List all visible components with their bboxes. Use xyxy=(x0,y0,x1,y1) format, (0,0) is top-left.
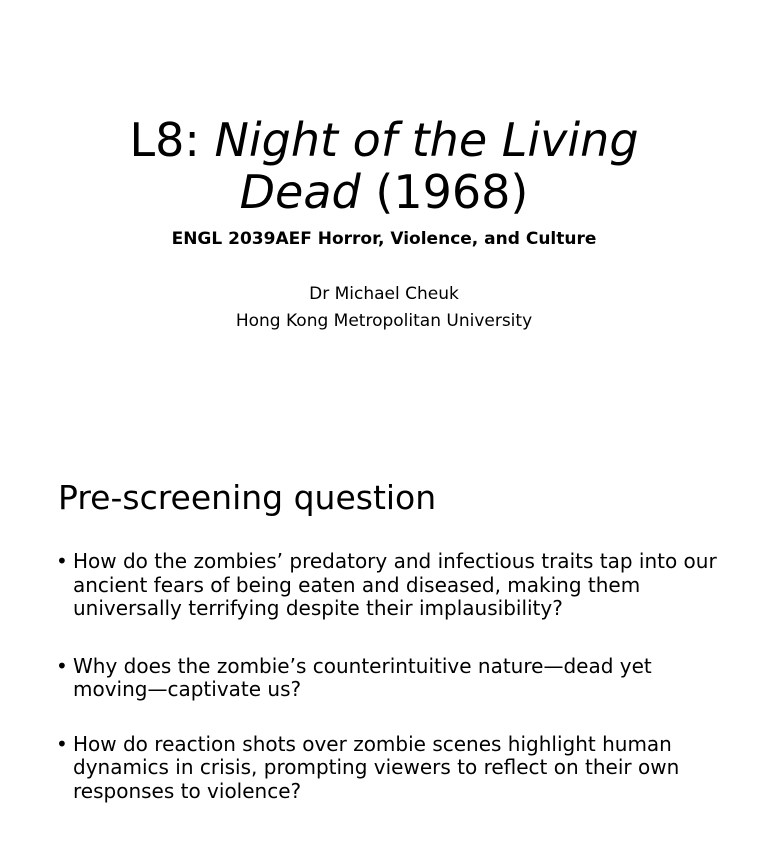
bullet-icon: • xyxy=(56,549,68,573)
question-text: How do reaction shots over zombie scenes highlight human dynamics in crisis, prompting viewers to reflect on their own responses to violence? xyxy=(73,731,680,803)
title-slide xyxy=(0,0,768,432)
question-text: Why does the zombie’s counterintuitive nature—dead yet moving—captivate us? xyxy=(73,653,652,701)
lecture-number: L8: xyxy=(129,113,215,167)
question-slide xyxy=(0,434,768,866)
author-affiliation: Hong Kong Metropolitan University xyxy=(235,311,533,331)
slide-heading: Pre-screening question xyxy=(58,478,437,517)
course-name: ENGL 2039AEF Horror, Violence, and Culture xyxy=(171,229,597,249)
question-list xyxy=(56,550,726,803)
author-name: Dr Michael Cheuk xyxy=(309,284,459,304)
bullet-icon: • xyxy=(56,653,68,678)
list-item xyxy=(56,550,726,621)
film-year: (1968) xyxy=(360,165,529,219)
list-item xyxy=(56,655,726,702)
lecture-title xyxy=(60,114,708,218)
list-item xyxy=(56,733,726,804)
bullet-icon: • xyxy=(56,731,68,756)
film-title-part-2: Dead xyxy=(239,165,361,219)
question-text: How do the zombies’ predatory and infectious traits tap into our ancient fears of being eaten and diseased, making them universally terrifying despite their implausibility? xyxy=(73,549,717,620)
film-title-part-1: Night of the Living xyxy=(214,113,639,167)
